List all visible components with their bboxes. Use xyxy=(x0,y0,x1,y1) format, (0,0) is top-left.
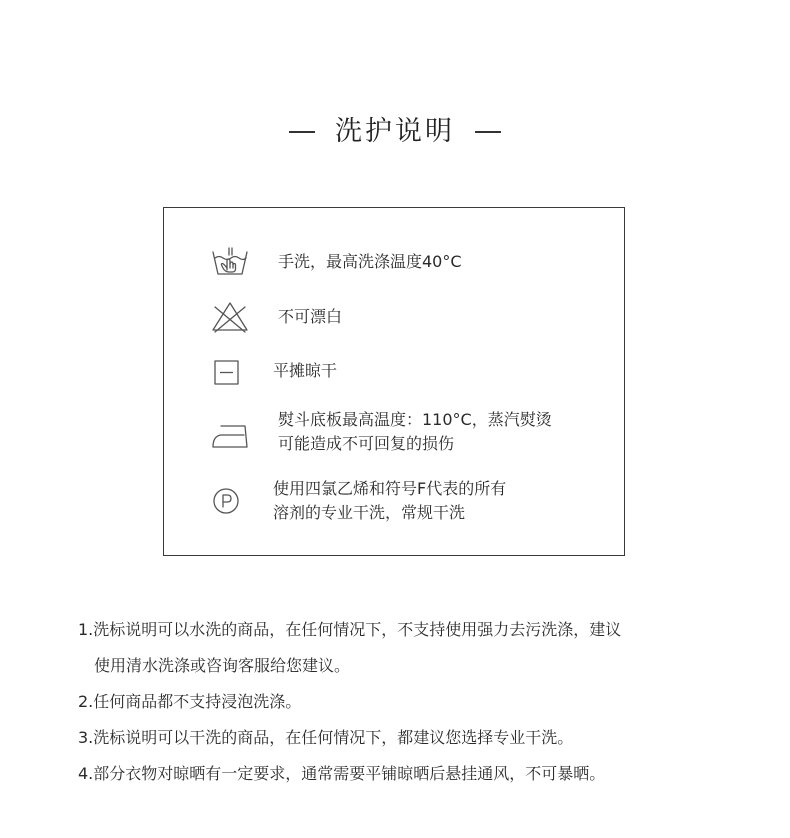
care-text-no-bleach: 不可漂白 xyxy=(278,307,343,326)
hand-wash-icon xyxy=(210,244,250,280)
care-text-dry-clean-line1: 使用四氯乙烯和符号F代表的所有 xyxy=(273,479,507,498)
title-dash-left xyxy=(289,131,315,133)
title-row xyxy=(0,112,790,152)
care-instructions-box xyxy=(163,207,625,556)
note-1-line1: 1.洗标说明可以水洗的商品，在任何情况下，不支持使用强力去污洗涤，建议 xyxy=(78,620,622,639)
page-title: 洗护说明 xyxy=(335,116,455,147)
care-text-iron-line1: 熨斗底板最高温度：110°C，蒸汽熨烫 xyxy=(278,410,552,429)
dry-flat-icon xyxy=(210,354,250,390)
care-notes-list xyxy=(78,612,768,792)
care-text-hand-wash: 手洗，最高洗涤温度40°C xyxy=(278,252,462,271)
care-text-iron-line2: 可能造成不可回复的损伤 xyxy=(278,434,455,453)
no-bleach-icon xyxy=(210,299,250,335)
iron-icon xyxy=(210,418,250,454)
note-1-line2: 使用清水洗涤或咨询客服给您建议。 xyxy=(94,656,351,675)
care-text-dry-clean-line2: 溶剂的专业干洗，常规干洗 xyxy=(273,503,466,522)
title-dash-right xyxy=(475,131,501,133)
note-4: 4.部分衣物对晾晒有一定要求，通常需要平铺晾晒后悬挂通风，不可暴晒。 xyxy=(78,764,606,783)
note-3: 3.洗标说明可以干洗的商品，在任何情况下，都建议您选择专业干洗。 xyxy=(78,728,574,747)
care-text-dry-flat: 平摊晾干 xyxy=(273,361,338,380)
note-2: 2.任何商品都不支持浸泡洗涤。 xyxy=(78,692,302,711)
dry-clean-p-icon xyxy=(210,483,250,519)
